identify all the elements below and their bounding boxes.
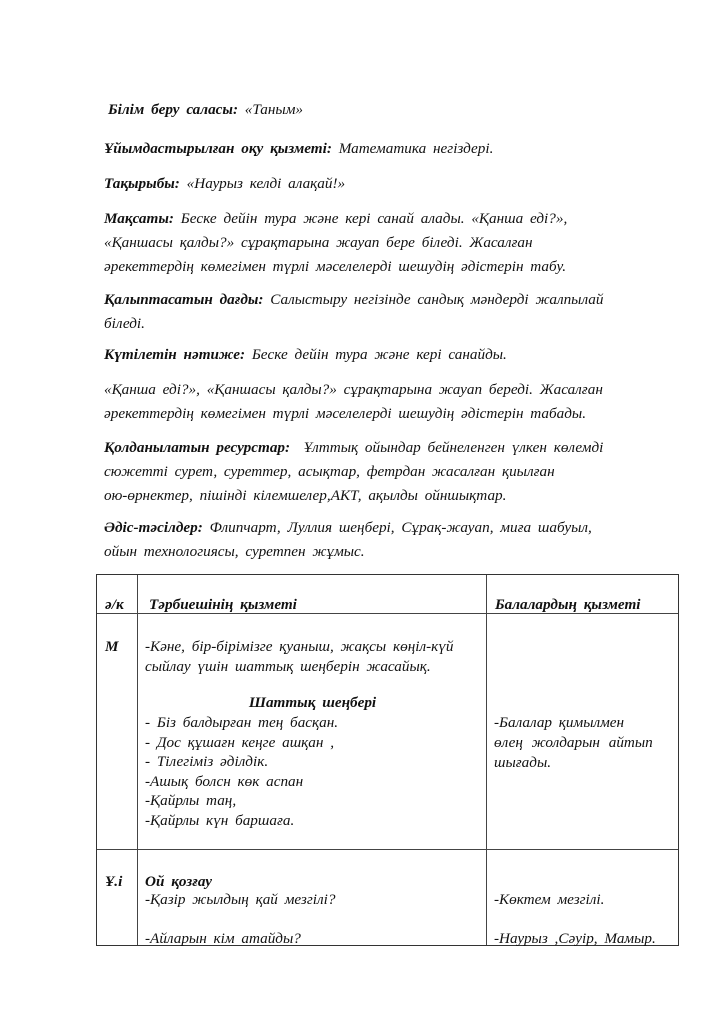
- text-line: -Кәне, бір-бірімізге қуаныш, жақсы көңіл-күй: [145, 638, 454, 655]
- field-label: Қалыптасатын дағды:: [104, 291, 264, 308]
- teacher-intro: [145, 637, 453, 676]
- verse-line: -Қайрлы күн баршаға.: [145, 811, 295, 829]
- section-title: Шаттық шеңбері: [248, 694, 377, 711]
- field-label: Тақырыбы:: [104, 175, 180, 192]
- table-divider: [486, 575, 487, 945]
- field-value: «Таным»: [244, 101, 303, 118]
- field-line: Салыстыру негізінде сандық мәндерді жалпылай: [270, 291, 604, 308]
- field-topic: [104, 172, 670, 196]
- table-divider: [97, 849, 678, 850]
- lesson-table: [96, 574, 679, 946]
- field-methods: [104, 516, 670, 564]
- field-activity: [104, 137, 670, 161]
- field-line: әрекеттердің көмегімен түрлі мәселелерді шешудің әдістерін табады.: [104, 405, 587, 422]
- children-response: [494, 713, 653, 773]
- verse-line: -Ашық болсн көк аспан: [145, 772, 304, 790]
- field-expected-result: [104, 343, 670, 367]
- field-line: біледі.: [104, 315, 145, 332]
- header-number: ә/к: [105, 596, 124, 613]
- header-children: Балалардың қызметі: [495, 596, 641, 613]
- field-resources: [104, 436, 670, 508]
- row-stage: Ұ.і: [105, 873, 123, 890]
- text-line: шығады.: [494, 754, 552, 771]
- table-divider: [137, 575, 138, 945]
- field-line: ою-өрнектер, пішінді кілемшелер,АКТ, ақылды ойншықтар.: [104, 487, 507, 504]
- row-stage: М: [105, 638, 119, 655]
- text-line: сыйлау үшін шаттық шеңберін жасайық.: [145, 657, 431, 675]
- field-goal: [104, 207, 670, 279]
- field-line: әрекеттердің көмегімен түрлі мәселелерді шешудің әдістерін табу.: [104, 258, 567, 275]
- field-label: Мақсаты:: [104, 210, 174, 227]
- field-expected-result-cont: [104, 378, 670, 426]
- field-skill: [104, 288, 670, 336]
- section-title: Ой қозғау: [145, 873, 212, 890]
- children-answer: -Наурыз ,Сәуір, Мамыр.: [494, 930, 656, 947]
- field-label: Ұйымдастырылған оқу қызметі:: [104, 140, 332, 157]
- teacher-question: -Айларын кім атайды?: [145, 930, 301, 947]
- verse-line: - Тілегіміз әділдік.: [145, 753, 269, 770]
- field-line: Ұлттық ойындар бейнеленген үлкен көлемді: [303, 439, 604, 456]
- children-answer: -Көктем мезгілі.: [494, 891, 605, 908]
- teacher-question: -Қазір жылдың қай мезгілі?: [145, 891, 336, 908]
- verse: [145, 713, 338, 830]
- text-line: өлең жолдарын айтып: [494, 734, 653, 751]
- field-line: Флипчарт, Луллия шеңбері, Сұрақ-жауап, миға шабуыл,: [209, 519, 592, 536]
- field-label: Күтілетін нәтиже:: [104, 346, 246, 363]
- text-line: -Балалар қимылмен: [494, 714, 625, 731]
- field-value: Бeске дейін тура және кері санайды.: [251, 346, 507, 363]
- verse-line: - Дос құшағн кеңге ашқан ,: [145, 733, 335, 751]
- field-label: Қолданылатын ресурстар:: [104, 439, 291, 456]
- field-line: «Қанша еді?», «Қаншасы қалды?» сұрақтарына жауап береді. Жасалған: [104, 381, 603, 398]
- field-line: «Қаншасы қалды?» сұрақтарына жауап бере біледі. Жасалған: [104, 234, 533, 251]
- field-line: Бeске дейін тура және кері санай алады. «Қанша еді?»,: [180, 210, 568, 227]
- field-line: сюжетті сурет, суреттер, асықтар, фетрдан жасалған қиылған: [104, 463, 555, 480]
- field-line: ойын технологиясы, суретпен жұмыс.: [104, 543, 365, 560]
- field-label: Білім беру саласы:: [108, 101, 238, 118]
- field-value: Математика негіздері.: [338, 140, 494, 157]
- verse-line: -Қайрлы таң,: [145, 792, 237, 809]
- field-value: «Наурыз келді алақай!»: [186, 175, 346, 192]
- header-teacher: Тәрбиешінің қызметі: [149, 596, 297, 613]
- field-label: Әдіс-тәсілдер:: [104, 519, 203, 536]
- verse-line: - Біз балдырған тең басқан.: [145, 714, 339, 731]
- field-subject-area: [108, 98, 674, 122]
